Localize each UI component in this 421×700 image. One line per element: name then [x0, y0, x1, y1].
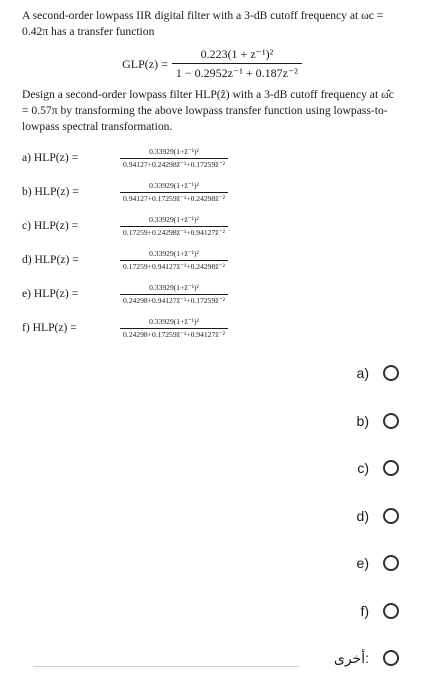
option-numerator: 0.33929(1+ẑ⁻¹)² [149, 248, 199, 258]
option-formula-d [22, 243, 402, 277]
radio-button[interactable] [383, 650, 399, 666]
given-denominator: 1 − 0.2952z⁻¹ + 0.187z⁻² [172, 63, 302, 81]
choice-label: e) [356, 555, 369, 571]
choice-other[interactable] [334, 646, 399, 670]
option-fraction [120, 181, 228, 204]
option-label: a) HLP(z) = [22, 151, 79, 164]
radio-button[interactable] [383, 413, 399, 429]
option-formula-f [22, 311, 402, 345]
choice-a[interactable] [334, 361, 399, 385]
option-denominator: 0.17259+0.24298ẑ⁻¹+0.94127ẑ⁻² [120, 226, 228, 238]
option-label: c) HLP(z) = [22, 219, 79, 232]
option-formula-a [22, 141, 402, 175]
option-numerator: 0.33929(1+ẑ⁻¹)² [149, 180, 199, 190]
option-numerator: 0.33929(1+ẑ⁻¹)² [149, 316, 199, 326]
choice-c[interactable] [334, 456, 399, 480]
choice-label: c) [357, 460, 369, 476]
radio-button[interactable] [383, 460, 399, 476]
other-text-input[interactable] [33, 666, 299, 667]
option-fraction [120, 249, 228, 272]
option-formula-c [22, 209, 402, 243]
question-block [22, 8, 402, 345]
option-denominator: 0.94127+0.24298ẑ⁻¹+0.17259ẑ⁻² [120, 158, 228, 170]
option-fraction [120, 147, 228, 170]
option-label: e) HLP(z) = [22, 287, 79, 300]
option-formula-b [22, 175, 402, 209]
option-numerator: 0.33929(1+ẑ⁻¹)² [149, 214, 199, 224]
answer-choices [334, 361, 399, 694]
option-fraction [120, 317, 228, 340]
choice-label: d) [356, 507, 369, 524]
choice-f[interactable] [334, 599, 399, 623]
choice-d[interactable] [334, 504, 399, 528]
given-fraction [172, 46, 302, 81]
radio-button[interactable] [383, 508, 399, 524]
given-transfer-function [22, 46, 402, 81]
option-formula-e [22, 277, 402, 311]
choice-b[interactable] [334, 409, 399, 433]
question-intro: A second-order lowpass IIR digital filter with a 3-dB cutoff frequency at ωc = 0.42π has a transfer function [22, 9, 384, 38]
option-label: b) HLP(z) = [22, 185, 79, 198]
option-denominator: 0.24298+0.94127ẑ⁻¹+0.17259ẑ⁻² [120, 294, 228, 306]
design-instructions: Design a second-order lowpass filter HLP(ẑ) with a 3-dB cutoff frequency at ω̂c = 0.57π by transforming the above lowpass transfer function using lowpass-to-lowpass spectral transformation. [22, 88, 394, 133]
choice-label: a) [356, 365, 369, 381]
option-fraction [120, 215, 228, 238]
given-lhs: GLP(z) = [122, 56, 168, 71]
option-numerator: 0.33929(1+ẑ⁻¹)² [149, 282, 199, 292]
given-numerator: 0.223(1 + z⁻¹)² [200, 47, 274, 61]
choice-e[interactable] [334, 551, 399, 575]
option-numerator: 0.33929(1+ẑ⁻¹)² [149, 146, 199, 156]
option-denominator: 0.94127+0.17259ẑ⁻¹+0.24298ẑ⁻² [120, 192, 228, 204]
radio-button[interactable] [383, 555, 399, 571]
choice-label: f) [360, 602, 369, 619]
radio-button[interactable] [383, 603, 399, 619]
radio-button[interactable] [383, 365, 399, 381]
choice-label: أخرى: [333, 649, 369, 666]
option-label: f) HLP(z) = [22, 321, 77, 334]
option-denominator: 0.17259+0.94127ẑ⁻¹+0.24298ẑ⁻² [120, 260, 228, 272]
option-fraction [120, 283, 228, 306]
option-denominator: 0.24298+0.17259ẑ⁻¹+0.94127ẑ⁻² [120, 328, 228, 340]
choice-label: b) [356, 412, 369, 429]
option-label: d) HLP(z) = [22, 253, 79, 266]
